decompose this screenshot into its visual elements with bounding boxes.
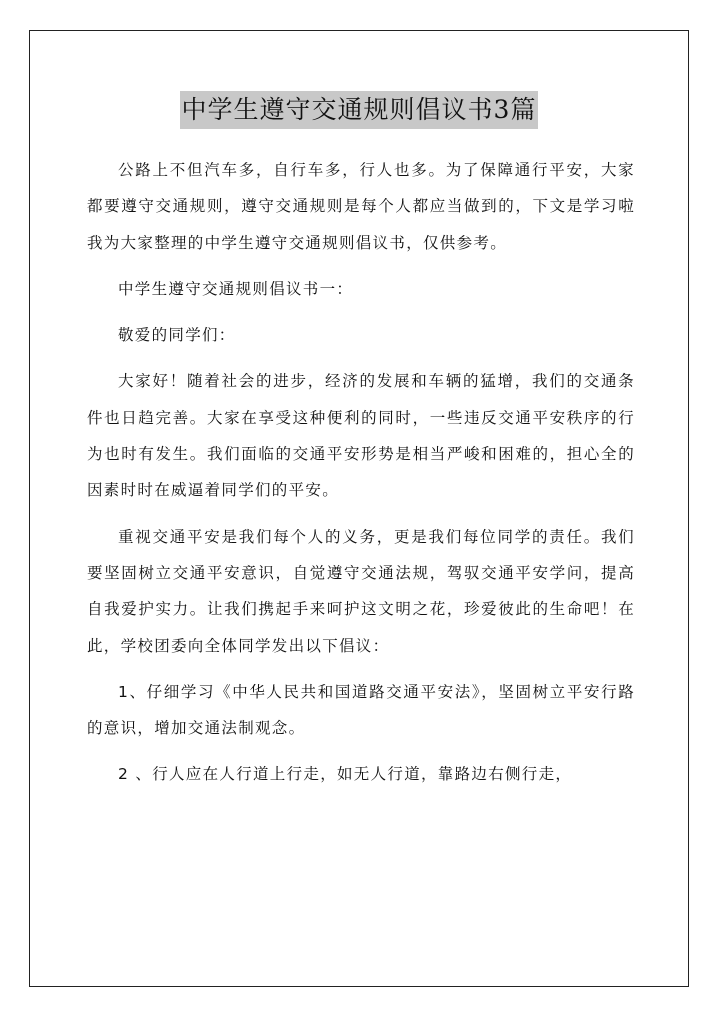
paragraph-item-1: 1、仔细学习《中华人民共和国道路交通平安法》，坚固树立平安行路的意识，增加交通法制观念。: [87, 682, 635, 738]
paragraph-intro: 公路上不但汽车多，自行车多，行人也多。为了保障通行平安，大家都要遵守交通规则，遵守交通规则是每个人都应当做到的，下文是学习啦我为大家整理的中学生遵守交通规则倡议书，仅供参考。: [87, 161, 635, 252]
paragraph-salutation: 敬爱的同学们：: [118, 326, 236, 345]
paragraph-greeting: 大家好！随着社会的进步，经济的发展和车辆的猛增，我们的交通条件也日趋完善。大家在享受这种便利的同时，一些违反交通平安秩序的行为也时有发生。我们面临的交通平安形势是相当严峻和困难的，担心全的因素时时在威逼着同学们的平安。: [87, 372, 635, 500]
document-title: 中学生遵守交通规则倡议书3篇: [180, 91, 539, 129]
paragraph-subheading: 中学生遵守交通规则倡议书一：: [118, 279, 354, 298]
document-body: [87, 152, 635, 803]
title-wrap: [30, 91, 688, 129]
document-page: [29, 30, 689, 987]
paragraph-item-2: 2 、行人应在人行道上行走，如无人行道，靠路边右侧行走，: [118, 765, 573, 784]
paragraph-responsibility: 重视交通平安是我们每个人的义务，更是我们每位同学的责任。我们要坚固树立交通平安意识，自觉遵守交通法规，驾驭交通平安学问，提高自我爱护实力。让我们携起手来呵护这文明之花，珍爱彼此的生命吧！在此，学校团委向全体同学发出以下倡议：: [87, 527, 635, 655]
